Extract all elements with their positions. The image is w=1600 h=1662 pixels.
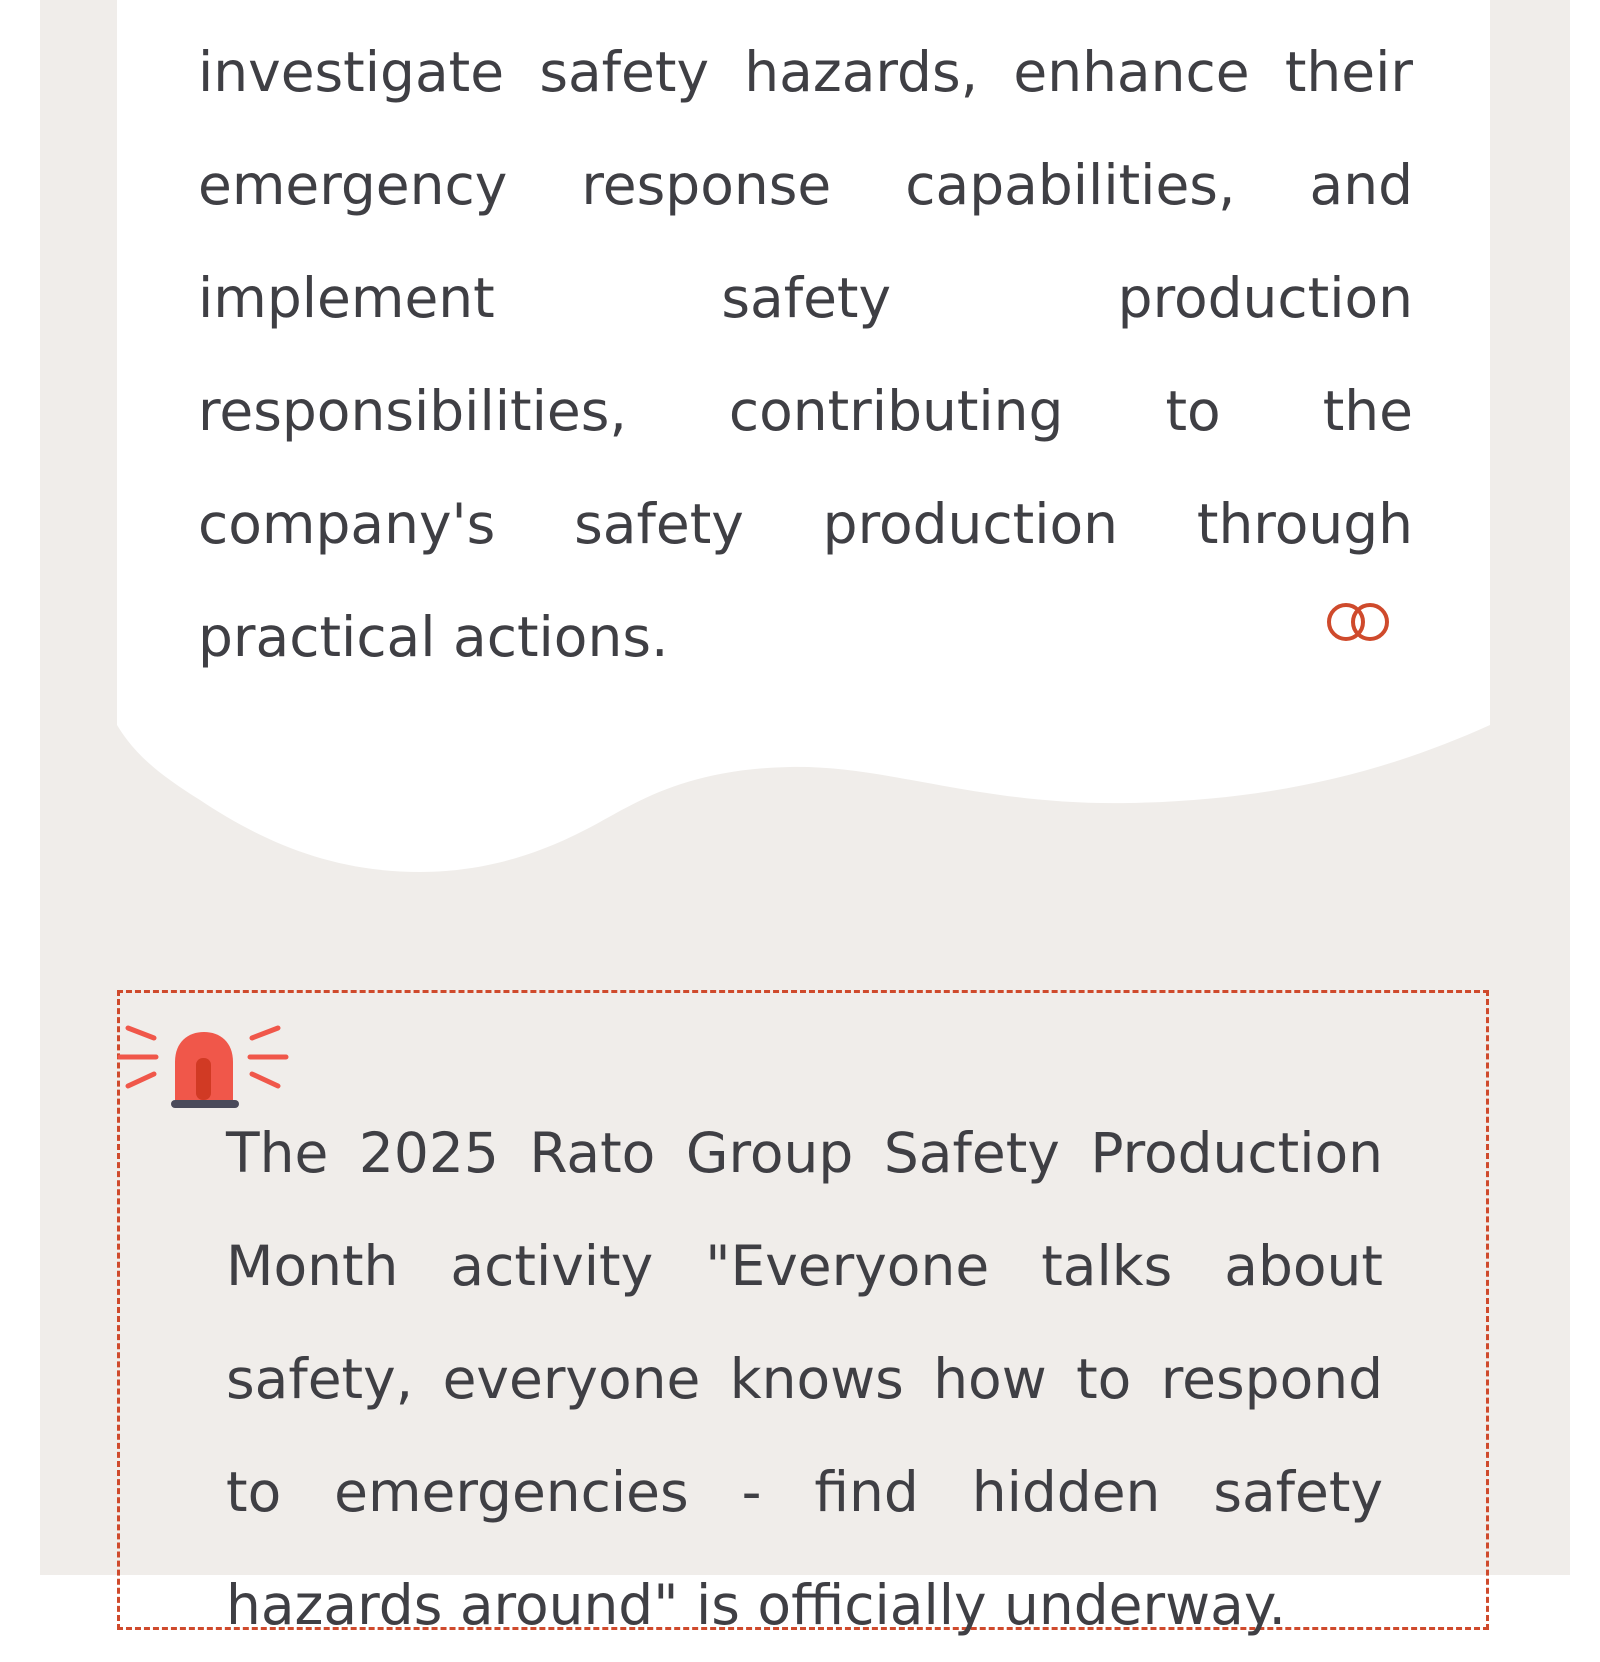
notice-paragraph: The 2025 Rato Group Safety Production Month activity "Everyone talks about safety, everyone knows how to respond to emergencies - find hidden safety hazards around" is officially underway. xyxy=(226,1121,1383,1637)
card-paragraph: investigate safety hazards, enhance their emergency response capabilities, and implement safety production responsibilities, contributing to the company's safety production through practical actions. xyxy=(198,40,1413,669)
interlocked-rings-icon xyxy=(1323,598,1393,646)
